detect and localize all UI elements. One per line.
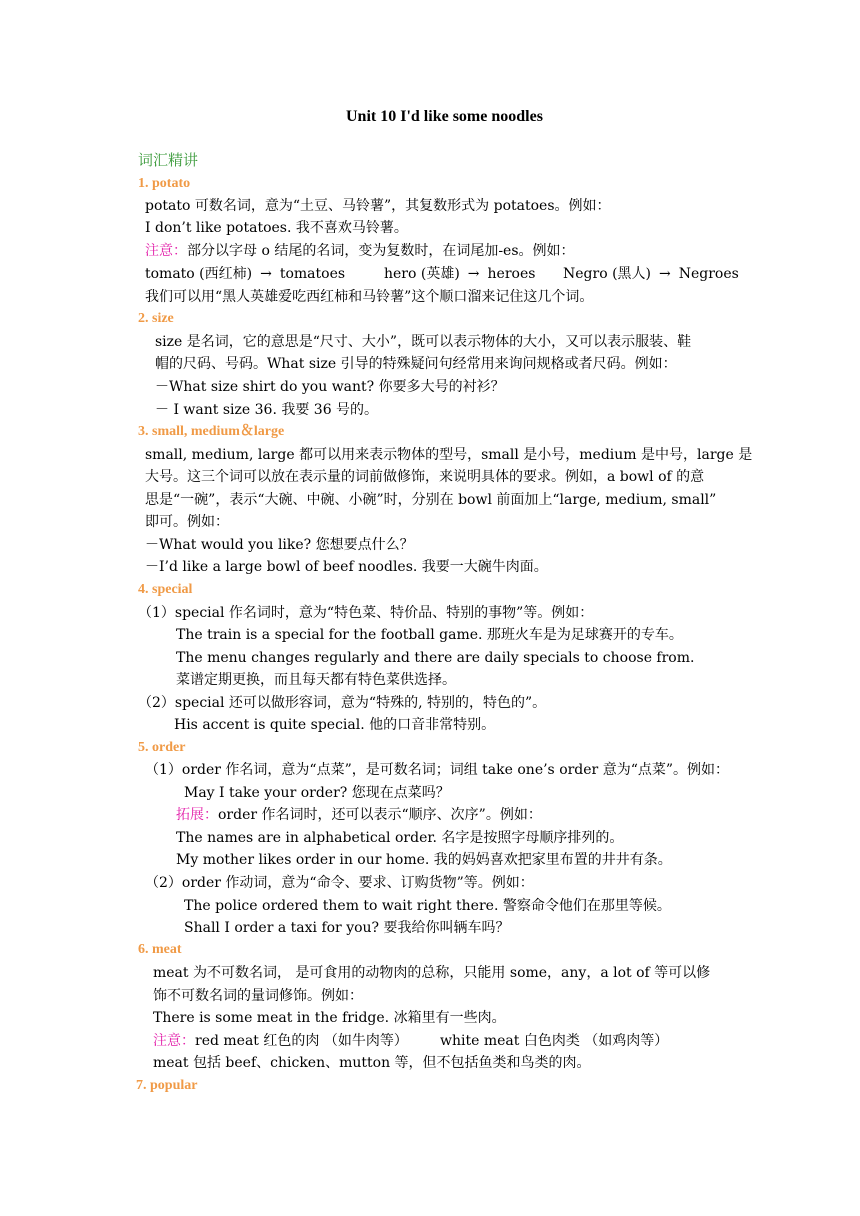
order-extension — [176, 806, 542, 824]
note-label: 注意： — [145, 243, 187, 259]
arrow-icon: → — [260, 266, 272, 282]
order-line-5: My mother likes order in our home. 我的妈妈喜欢把家里布置的井井有条。 — [176, 852, 672, 868]
potato-line-2: I don’t like potatoes. 我不喜欢马铃薯。 — [145, 220, 408, 236]
meat-line-2: 饰不可数名词的量词修饰。例如： — [153, 988, 363, 1004]
example-plural: tomatoes — [279, 266, 346, 282]
arrow-icon: → — [659, 266, 671, 282]
entry-head-order: 5. order — [138, 740, 186, 755]
size-line-3: －What size shirt do you want? 你要多大号的衬衫？ — [155, 379, 505, 395]
order-line-1: （1）order 作名词，意为“点菜”，是可数名词；词组 take one’s order 意为“点菜”。例如： — [145, 762, 730, 778]
potato-line-end: 我们可以用“黑人英雄爱吃西红柿和马铃薯”这个顺口溜来记住这几个词。 — [145, 289, 594, 305]
sml-line-1: small, medium, large 都可以用来表示物体的型号，small 是小号，medium 是中号，large 是 — [145, 447, 753, 463]
example-singular: tomato (西红柿) — [145, 266, 253, 282]
size-line-4: － I want size 36. 我要 36 号的。 — [155, 402, 379, 418]
meat-note-white: white meat 白色肉类 （如鸡肉等） — [440, 1033, 669, 1049]
sml-line-6: －I’d like a large bowl of beef noodles. 我要一大碗牛肉面。 — [145, 559, 548, 575]
order-line-2: May I take your order? 您现在点菜吗？ — [184, 785, 450, 801]
potato-example-1 — [145, 265, 345, 283]
special-line-1: （1）special 作名词时，意为“特色菜、特价品、特别的事物”等。例如： — [138, 605, 594, 621]
special-line-2: The train is a special for the football game. 那班火车是为足球赛开的专车。 — [176, 627, 683, 643]
potato-example-2 — [384, 265, 535, 283]
note-label: 注意： — [153, 1033, 195, 1049]
potato-note — [145, 242, 575, 260]
sml-line-2: 大号。这三个词可以放在表示量的词前做修饰，来说明具体的要求。例如，a bowl of 的意 — [145, 469, 705, 485]
entry-head-size: 2. size — [138, 311, 174, 326]
meat-line-1: meat 为不可数名词， 是可食用的动物肉的总称，只能用 some，any，a lot of 等可以修 — [153, 965, 711, 981]
order-line-6: （2）order 作动词，意为“命令、要求、订购货物”等。例如： — [145, 875, 534, 891]
order-line-7: The police ordered them to wait right there. 警察命令他们在那里等候。 — [184, 898, 671, 914]
section-title: 词汇精讲 — [138, 151, 199, 169]
meat-line-5: meat 包括 beef、chicken、mutton 等，但不包括鱼类和鸟类的肉。 — [153, 1055, 591, 1071]
entry-head-small-medium-large: 3. small, medium＆large — [138, 424, 285, 439]
example-plural: Negroes — [678, 266, 739, 282]
meat-line-3: There is some meat in the fridge. 冰箱里有一些肉。 — [153, 1010, 506, 1026]
special-line-5: （2）special 还可以做形容词，意为“特殊的, 特别的，特色的”。 — [138, 695, 547, 711]
arrow-icon: → — [467, 266, 480, 282]
order-line-8: Shall I order a taxi for you? 要我给你叫辆车吗？ — [184, 920, 510, 936]
sml-line-4: 即可。例如： — [145, 514, 229, 530]
sml-line-3: 思是“一碗”，表示“大碗、中碗、小碗”时，分别在 bowl 前面加上“large, medium, small” — [145, 492, 717, 508]
note-text-red-meat: red meat 红色的肉 （如牛肉等） — [195, 1033, 408, 1049]
entry-head-meat: 6. meat — [138, 942, 182, 957]
example-singular: Negro (黑人) — [563, 266, 651, 282]
special-line-6: His accent is quite special. 他的口音非常特别。 — [174, 717, 496, 733]
order-line-4: The names are in alphabetical order. 名字是按照字母顺序排列的。 — [176, 830, 624, 846]
special-line-4: 菜谱定期更换，而且每天都有特色菜供选择。 — [176, 672, 456, 688]
entry-head-potato: 1. potato — [138, 176, 191, 191]
extension-text: order 作名词时，还可以表示“顺序、次序”。例如： — [218, 807, 542, 823]
size-line-2: 帽的尺码、号码。What size 引导的特殊疑问句经常用来询问规格或者尺码。例如： — [155, 356, 677, 372]
page-title: Unit 10 I'd like some noodles — [346, 108, 543, 125]
example-singular: hero (英雄) — [384, 266, 460, 282]
potato-line-1: potato 可数名词，意为“土豆、马铃薯”，其复数形式为 potatoes。例如： — [145, 198, 611, 214]
size-line-1: size 是名词，它的意思是“尺寸、大小”，既可以表示物体的大小，又可以表示服装、鞋 — [155, 334, 692, 350]
special-line-3: The menu changes regularly and there are daily specials to choose from. — [176, 650, 695, 666]
sml-line-5: －What would you like? 您想要点什么？ — [145, 537, 414, 553]
note-text: 部分以字母 o 结尾的名词，变为复数时，在词尾加-es。例如： — [187, 243, 575, 259]
entry-head-special: 4. special — [138, 582, 193, 597]
potato-example-3 — [563, 265, 739, 283]
meat-note — [153, 1032, 408, 1050]
extension-label: 拓展： — [176, 807, 218, 823]
example-plural: heroes — [487, 266, 536, 282]
entry-head-popular: 7. popular — [136, 1078, 198, 1093]
